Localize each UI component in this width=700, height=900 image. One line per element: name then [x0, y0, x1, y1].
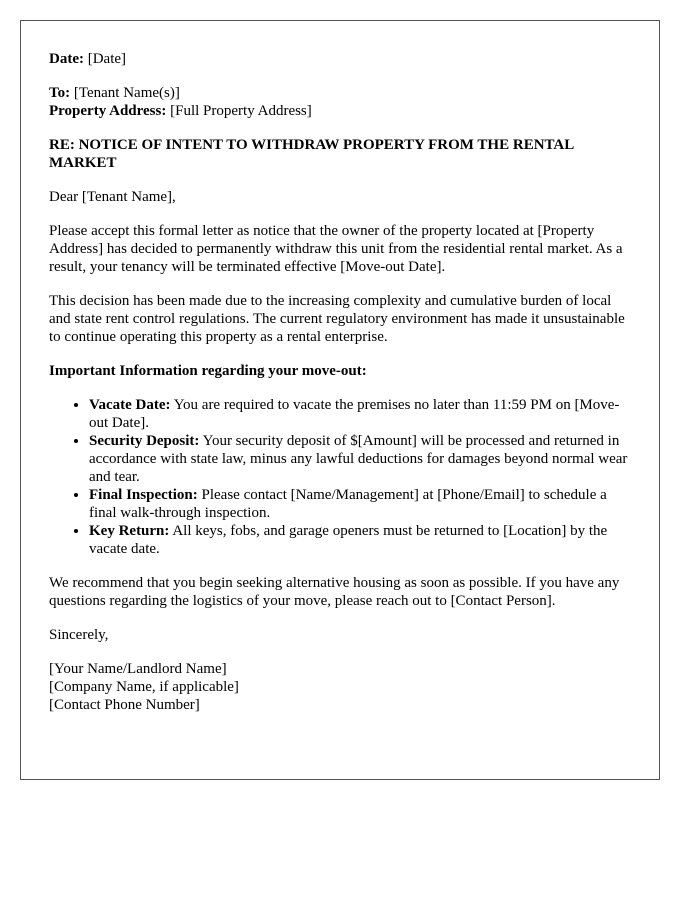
- list-item-final-inspection: [89, 486, 631, 522]
- date-value: [Date]: [87, 51, 127, 67]
- address-label: Property Address:: [49, 103, 167, 119]
- to-label: To:: [49, 85, 71, 101]
- info-list: [49, 396, 631, 558]
- salutation: Dear [Tenant Name],: [49, 189, 176, 205]
- info-heading: Important Information regarding your move-out:: [49, 363, 367, 379]
- list-item-label: Vacate Date:: [89, 397, 171, 413]
- address-line: [49, 102, 631, 120]
- signature-block: [49, 660, 631, 714]
- list-item-key-return: [89, 522, 631, 558]
- signoff: Sincerely,: [49, 627, 109, 643]
- list-item-text: Please contact [Name/Management] at [Phone/Email] to schedule a final walk-through inspection.: [89, 487, 607, 521]
- closing-paragraph: We recommend that you begin seeking alternative housing as soon as possible. If you have any questions regarding the logistics of your move, please reach out to [Contact Person].: [49, 575, 620, 609]
- signature-name: [Your Name/Landlord Name]: [49, 661, 227, 677]
- to-line: [49, 84, 631, 102]
- to-value: [Tenant Name(s)]: [73, 85, 180, 101]
- subject-line: RE: NOTICE OF INTENT TO WITHDRAW PROPERTY FROM THE RENTAL MARKET: [49, 137, 574, 171]
- recipient-block: [49, 84, 631, 120]
- list-item-label: Final Inspection:: [89, 487, 198, 503]
- body-paragraph-1: Please accept this formal letter as notice that the owner of the property located at [Property Address] has decided to permanently withdraw this unit from the residential rental market. As a result, your tenancy will be terminated effective [Move-out Date].: [49, 223, 623, 275]
- signature-company: [Company Name, if applicable]: [49, 679, 239, 695]
- address-value: [Full Property Address]: [170, 103, 312, 119]
- list-item-security-deposit: [89, 432, 631, 486]
- list-item-label: Security Deposit:: [89, 433, 200, 449]
- letter-document: [20, 20, 660, 780]
- list-item-text: Your security deposit of $[Amount] will be processed and returned in accordance with state law, minus any lawful deductions for damages beyond normal wear and tear.: [89, 433, 628, 485]
- list-item-vacate-date: [89, 396, 631, 432]
- list-item-label: Key Return:: [89, 523, 170, 539]
- body-paragraph-2: This decision has been made due to the increasing complexity and cumulative burden of local and state rent control regulations. The current regulatory environment has made it unsustainable to continue operating this property as a rental enterprise.: [49, 293, 625, 345]
- list-item-text: You are required to vacate the premises no later than 11:59 PM on [Move-out Date].: [89, 397, 620, 431]
- date-line: [49, 50, 631, 68]
- date-label: Date:: [49, 51, 84, 67]
- list-item-text: All keys, fobs, and garage openers must be returned to [Location] by the vacate date.: [89, 523, 608, 557]
- signature-phone: [Contact Phone Number]: [49, 697, 200, 713]
